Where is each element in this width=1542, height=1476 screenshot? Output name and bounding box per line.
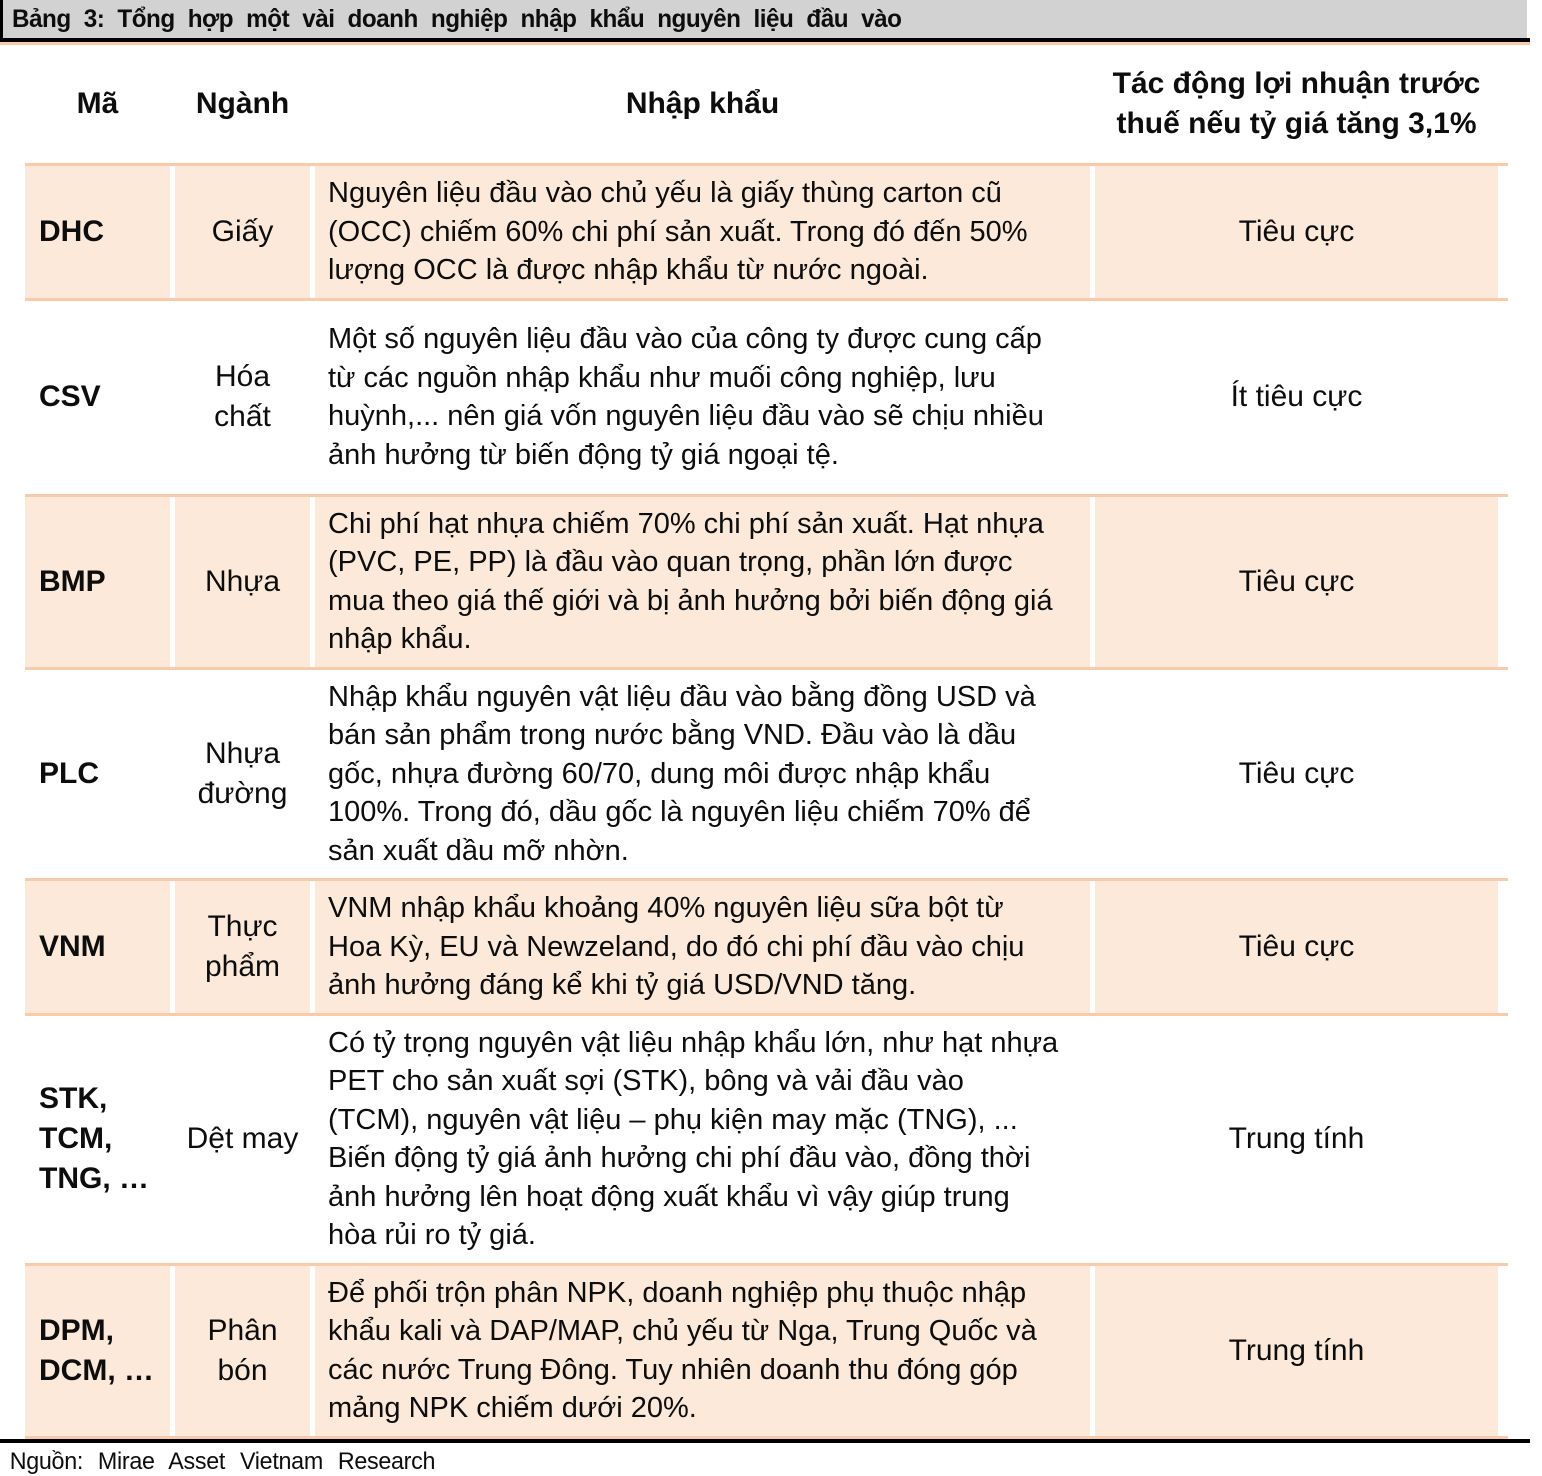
table-row bbox=[25, 1263, 1508, 1436]
header-code: Mã bbox=[76, 87, 119, 120]
table-title: Bảng 3: Tổng hợp một vài doanh nghiệp nhập khẩu nguyên liệu đầu vào bbox=[12, 4, 902, 33]
table-row bbox=[25, 1013, 1508, 1263]
description-cell: Có tỷ trọng nguyên vật liệu nhập khẩu lớn, như hạt nhựa PET cho sản xuất sợi (STK), bông và vải đầu vào (TCM), nguyên vật liệu – phụ kiện may mặc (TNG), ... Biến động tỷ giá ảnh hưởng chi phí đầu vào, đồng thời ảnh hưởng lên hoạt động xuất khẩu vì vậy giúp trung hòa rủi ro tỷ giá. bbox=[328, 1026, 1059, 1251]
header-impact: Tác động lợi nhuận trước thuế nếu tỷ giá tăng 3,1% bbox=[1112, 67, 1481, 140]
table-title-bar bbox=[0, 0, 1527, 38]
impact-cell: Ít tiêu cực bbox=[1230, 380, 1363, 413]
impact-cell: Tiêu cực bbox=[1095, 497, 1498, 667]
code-cell: DHC bbox=[25, 166, 170, 298]
table-row bbox=[25, 163, 1508, 298]
code-cell: CSV bbox=[39, 380, 101, 413]
table-row bbox=[25, 298, 1508, 494]
description-cell: VNM nhập khẩu khoảng 40% nguyên liệu sữa bột từ Hoa Kỳ, EU và Newzeland, do đó chi phí đầu vào chịu ảnh hưởng đáng kể khi tỷ giá USD/VND tăng. bbox=[315, 881, 1090, 1013]
impact-cell: Tiêu cực bbox=[1095, 166, 1498, 298]
header-import: Nhập khẩu bbox=[625, 87, 780, 120]
impact-cell: Trung tính bbox=[1095, 1266, 1498, 1436]
table-header-row bbox=[25, 45, 1508, 163]
industry-cell: Nhựa bbox=[175, 497, 310, 667]
industry-cell: Dệt may bbox=[186, 1122, 299, 1155]
impact-cell: Tiêu cực bbox=[1095, 881, 1498, 1013]
import-companies-table bbox=[25, 45, 1508, 1439]
table-row bbox=[25, 667, 1508, 879]
code-cell: STK, TCM, TNG, … bbox=[39, 1082, 149, 1195]
code-cell: DPM, DCM, … bbox=[25, 1266, 170, 1436]
industry-cell: Giấy bbox=[175, 166, 310, 298]
header-industry: Ngành bbox=[195, 87, 290, 120]
impact-cell: Tiêu cực bbox=[1238, 756, 1355, 790]
table-row bbox=[25, 494, 1508, 667]
industry-cell: Thực phẩm bbox=[175, 881, 310, 1013]
code-cell: VNM bbox=[25, 881, 170, 1013]
description-cell: Nhập khẩu nguyên vật liệu đầu vào bằng đồng USD và bán sản phẩm trong nước bằng VND. Đầu vào là dầu gốc, nhựa đường 60/70, dung môi được nhập khẩu 100%. Trong đó, dầu gốc là nguyên liệu chiếm 70% để sản xuất dầu mỡ nhờn. bbox=[328, 680, 1036, 867]
industry-cell: Hóa chất bbox=[214, 360, 271, 433]
industry-cell: Nhựa đường bbox=[197, 736, 288, 810]
description-cell: Chi phí hạt nhựa chiếm 70% chi phí sản xuất. Hạt nhựa (PVC, PE, PP) là đầu vào quan trọng, phần lớn được mua theo giá thế giới và bị ảnh hưởng bởi biến động giá nhập khẩu. bbox=[315, 497, 1090, 667]
code-cell: PLC bbox=[39, 756, 99, 790]
table-row bbox=[25, 878, 1508, 1013]
description-cell: Một số nguyên liệu đầu vào của công ty được cung cấp từ các nguồn nhập khẩu như muối công nghiệp, lưu huỳnh,... nên giá vốn nguyên liệu đầu vào sẽ chịu nhiều ảnh hưởng từ biến động tỷ giá ngoại tệ. bbox=[328, 323, 1044, 471]
industry-cell: Phân bón bbox=[175, 1266, 310, 1436]
source-note: Nguồn: Mirae Asset Vietnam Research bbox=[9, 1447, 436, 1475]
impact-cell: Trung tính bbox=[1228, 1122, 1365, 1155]
description-cell: Nguyên liệu đầu vào chủ yếu là giấy thùng carton cũ (OCC) chiếm 60% chi phí sản xuất. Trong đó đến 50% lượng OCC là được nhập khẩu từ nước ngoài. bbox=[315, 166, 1090, 298]
description-cell: Để phối trộn phân NPK, doanh nghiệp phụ thuộc nhập khẩu kali và DAP/MAP, chủ yếu từ Nga, Trung Quốc và các nước Trung Đông. Tuy nhiên doanh thu đóng góp mảng NPK chiếm dưới 20%. bbox=[315, 1266, 1090, 1436]
code-cell: BMP bbox=[25, 497, 170, 667]
